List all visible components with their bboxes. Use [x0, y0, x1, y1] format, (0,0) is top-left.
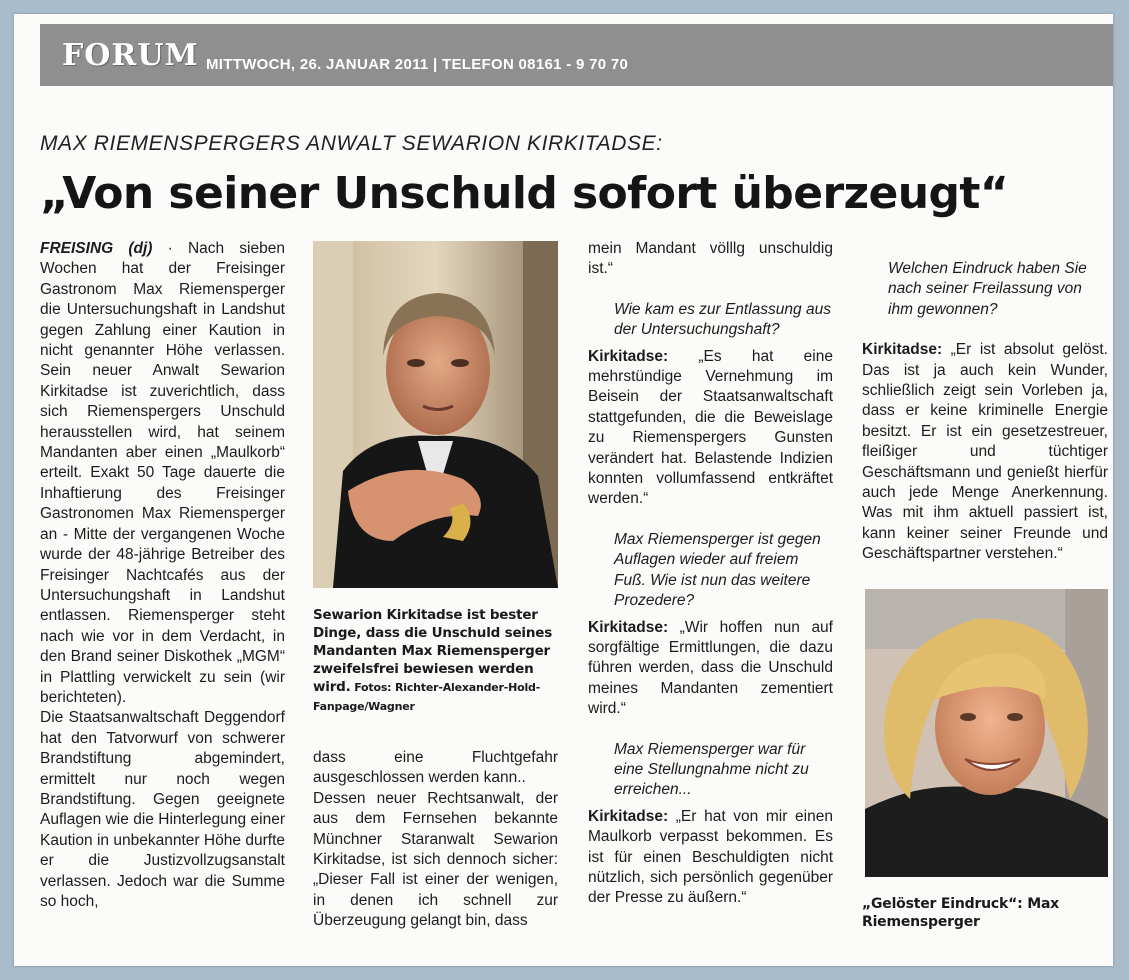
photo-riemensperger	[865, 589, 1108, 877]
interview-question-4: Welchen Eindruck haben Sie nach seiner Freilassung von ihm gewonnen?	[888, 260, 1087, 318]
section-header	[40, 24, 1113, 86]
col3-lead: mein Mandant völllg unschuldig ist.“	[588, 240, 833, 278]
photo-caption-kirkitadse: Sewarion Kirkitadse ist bester Dinge, dass die Unschuld seines Mandanten Max Riemensperger zweifelsfrei bewiesen werden wird. Fotos: Richter-Alexander-Hold-Fanpage/Wagner	[313, 607, 553, 713]
section-logo: FORUM	[62, 38, 199, 73]
interview-answer-2: Kirkitadse: „Wir hoffen nun auf sorgfältige Ermittlungen, die dazu führen werden, dass die Unschuld meines Mandanten zementiert wird.“	[588, 618, 833, 718]
interview-question-2: Max Riemensperger ist gegen Auflagen wieder auf freiem Fuß. Wie ist nun das weitere Prozedere?	[614, 530, 821, 610]
article-headline: „Von seiner Unschuld sofort überzeugt“	[40, 168, 1009, 219]
article-kicker: MAX RIEMENSPERGERS ANWALT SEWARION KIRKITADSE:	[40, 132, 663, 155]
interview-answer-1: Kirkitadse: „Es hat eine mehrstündige Vernehmung im Beisein der Staatsanwaltschaft stattgefunden, die die Beweislage zu Riemenspergers Gunsten verändert hat. Belastende Indizien konnten vollumfassend entkräftet werden.“	[588, 347, 833, 508]
col1-paragraph-1: FREISING (dj) · Nach sieben Wochen hat der Freisinger Gastronom Max Riemensperger die Untersuchungshaft in Landshut gegen Zahlung einer Kaution in nicht genannter Höhe verlassen. Sein neuer Anwalt Sewarion Kirkitadse ist zuverichtlich, dass sich Riemenspergers Unschuld herausstellen wird, hat seinem Mandanten aber einen „Maulkorb“ erteilt. Exakt 50 Tage dauerte die Inhaftierung des Freisinger Gastronomen Max Riemensperger an - Mitte der vergangenen Woche wurde der 48-jährige Betreiber des Freisinger Nachtcafés aus der Untersuchungshaft in Landshut entlassen. Riemensperger steht nach wie vor in dem Verdacht, in den Brand seiner Diskothek „MGM“ in Plattling verwickelt zu sein (wir berichteten).	[40, 240, 285, 706]
col2-paragraph-1: dass eine Fluchtgefahr ausgeschlossen werden kann..	[313, 749, 558, 787]
issue-dateline: MITTWOCH, 26. JANUAR 2011 | TELEFON 08161 - 9 70 70	[206, 56, 629, 73]
col1-paragraph-2: Die Staatsanwaltschaft Deggendorf hat den Tatvorwurf von schwerer Brandstiftung abgemindert, ermittelt nur noch wegen Brandstiftung. Gegen geeignete Auflagen wie die Hinterlegung einer Kaution in unbekannter Höhe durfte er die Justizvollzugsanstalt verlassen. Jedoch war die Summe so hoch,	[40, 709, 285, 910]
photo-kirkitadse	[313, 241, 558, 588]
column-3	[588, 239, 833, 909]
portrait-kirkitadse-image	[313, 241, 558, 588]
portrait-riemensperger-image	[865, 589, 1108, 877]
interview-question-1: Wie kam es zur Entlassung aus der Untersuchungshaft?	[614, 300, 831, 339]
place-dateline: FREISING (dj)	[40, 240, 153, 257]
column-2	[313, 748, 558, 932]
col2-paragraph-2: Dessen neuer Rechtsanwalt, der aus dem Fernsehen bekannte Münchner Staranwalt Sewarion Kirkitadse, ist sich dennoch sicher: „Dieser Fall ist einer der wenigen, in denen ich schnell zur Überzeugung gelangt bin, dass	[313, 789, 558, 930]
interview-answer-3: Kirkitadse: „Er hat von mir einen Maulkorb verpasst bekommen. Es ist für einen Beschuldigten nicht nützlich, sich persönlich gegenüber der Presse zu äußern.“	[588, 807, 833, 907]
interview-question-3: Max Riemensperger war für eine Stellungnahme nicht zu erreichen...	[614, 740, 809, 799]
photo-credit: Fotos: Richter-Alexander-Hold-Fanpage/Wagner	[313, 681, 541, 713]
column-4	[862, 259, 1108, 565]
interview-answer-4: Kirkitadse: „Er ist absolut gelöst. Das ist ja auch kein Wunder, schließlich zeigt sein Vorleben ja, dass er keine kriminelle Energie besitzt. Er ist ein gesetzestreuer, fleißiger und tüchtiger Geschäftsmann und genießt hierfür auch jede Menge Anerkennung. Was mit ihm aktuell passiert ist, kann keiner seiner Freunde und Geschäftspartner verstehen.“	[862, 341, 1108, 563]
column-1	[40, 239, 285, 912]
photo-caption-riemensperger: „Gelöster Eindruck“: Max Riemensperger	[862, 896, 1060, 930]
